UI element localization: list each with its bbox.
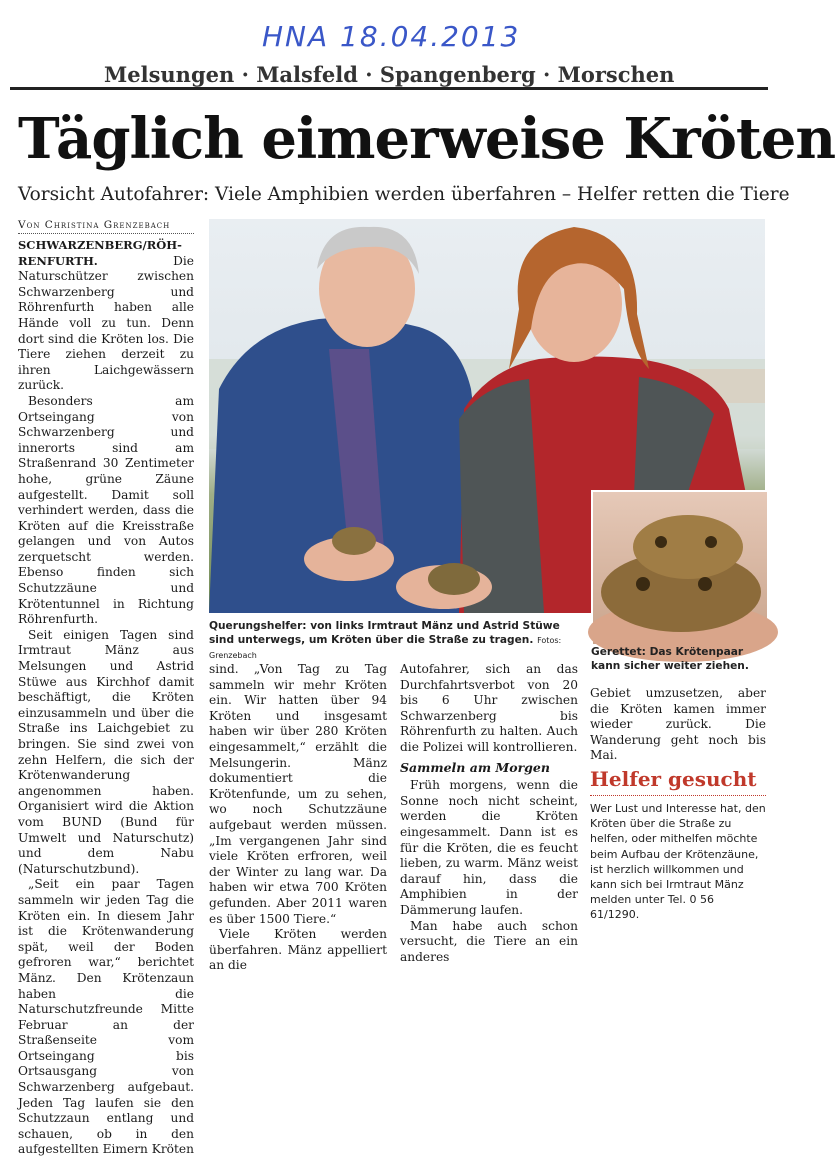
article-column-1 [18, 238, 194, 1157]
paragraph: Früh morgens, wenn die Sonne noch nicht scheint, werden die Kröten eingesammelt. Dann ist es für die Kröten, die es feucht lieben, zu warm. Mänz weist darauf hin, dass die Amphibien in der Dämmerung laufen. [400, 778, 578, 917]
article-column-4 [590, 686, 766, 763]
paragraph: Besonders am Ortseingang von Schwarzenberg und innerorts sind am Straßenrand 30 Zentimeter hohe, grüne Zäune aufgestellt. Damit soll verhindert werden, dass die Kröten auf die Kreisstraße gelangen und von Autos zerquetscht werden. Ebenso finden sich Schutzzäune und Krötentunnel in Richtung Röhrenfurth. [18, 393, 194, 627]
header-rule [10, 87, 768, 90]
helfer-box-title: Helfer gesucht [590, 767, 757, 791]
date-stamp: HNA 18.04.2013 [262, 20, 521, 53]
byline: Von Christina Grenzebach [18, 219, 171, 231]
byline-rule [18, 233, 194, 234]
article-headline: Täglich eimerweise Kröten [18, 106, 835, 172]
article-column-3 [400, 662, 578, 964]
paragraph: „Seit ein paar Tagen sammeln wir jeden Tag die Kröten ein. In diesem Jahr ist die Krötenwanderung spät, weil der Boden gefroren war,“ berichtet Mänz. Den Krötenzaun haben die Naturschutzfreunde Mitte Februar an der Straßenseite vom Ortseingang bis Ortsausgang von Schwarzenberg aufgebaut. Jeden Tag laufen sie den Schutzzaun entlang und schauen, ob in den aufgestellten Eimern Kröten [18, 877, 194, 1157]
paragraph: Man habe auch schon versucht, die Tiere an ein anderes [400, 918, 578, 964]
paragraph: sind. „Von Tag zu Tag sammeln wir mehr Kröten ein. Wir hatten über 94 Kröten und insgesamt haben wir über 280 Kröten eingesammelt,“ erzählt die Melsungerin. Mänz dokumentiert die Krötenfunde, um zu sehen, wo noch Schutzzäune aufgebaut werden müssen. „Im vergangenen Jahr sind viele Kröten erfroren, weil der Winter zu lang war. Da haben wir etwa 700 Kröten gefunden. Aber 2011 waren es über 1500 Tiere.“ [209, 662, 387, 926]
paragraph: Die Naturschützer zwischen Schwarzenberg und Röhrenfurth haben alle Hände voll zu tun. Denn dort sind die Kröten los. Die Tiere ziehen derzeit zu ihren Laichgewässern zurück. [18, 253, 194, 393]
paragraph: Gebiet umzusetzen, aber die Kröten kamen immer wieder zurück. Die Wanderung geht noch bis Mai. [590, 686, 766, 763]
toad-pair-illustration [593, 492, 767, 644]
photo-credit: Fotos: Grenzebach [209, 636, 562, 660]
helfer-box-rule [590, 795, 766, 796]
paragraph: Viele Kröten werden überfahren. Mänz appelliert an die [209, 927, 387, 973]
dateline: SCHWARZENBERG/RÖH-RENFURTH. [18, 238, 182, 268]
helfer-box-text: Wer Lust und Interesse hat, den Kröten über die Straße zu helfen, oder mithelfen möchte beim Aufbau der Krötenzäune, ist herzlich willkommen und kann sich bei Irmtraut Mänz melden unter Tel. 0 56 61/1290. [590, 802, 766, 922]
main-photo-caption [209, 619, 579, 663]
section-subheading: Sammeln am Morgen [400, 759, 550, 775]
article-subheadline: Vorsicht Autofahrer: Viele Amphibien werden überfahren – Helfer retten die Tiere [18, 184, 790, 205]
region-header: Melsungen · Malsfeld · Spangenberg · Morschen [104, 62, 675, 87]
inset-photo-caption: Gerettet: Das Krötenpaar kann sicher weiter ziehen. [591, 646, 749, 672]
paragraph: Autofahrer, sich an das Durchfahrtsverbot von 20 bis 6 Uhr zwischen Schwarzenberg bis Röhrenfurth zu halten. Auch die Polizei will kontrollieren. [400, 662, 578, 754]
article-column-2 [209, 662, 387, 973]
paragraph: Seit einigen Tagen sind Irmtraut Mänz aus Melsungen und Astrid Stüwe aus Kirchhof damit beschäftigt, die Kröten einzusammeln und über die Straße ins Laichgebiet zu bringen. Sie sind zwei von zehn Helfern, die sich der Krötenwanderung angenommen haben. Organisiert wird die Aktion vom BUND (Bund für Umwelt und Naturschutz) und dem Nabu (Naturschutzbund). [18, 627, 194, 876]
inset-photo [591, 490, 767, 644]
caption-text: Querungshelfer: von links Irmtraut Mänz und Astrid Stüwe sind unterwegs, um Kröten über die Straße zu tragen. [209, 620, 560, 646]
